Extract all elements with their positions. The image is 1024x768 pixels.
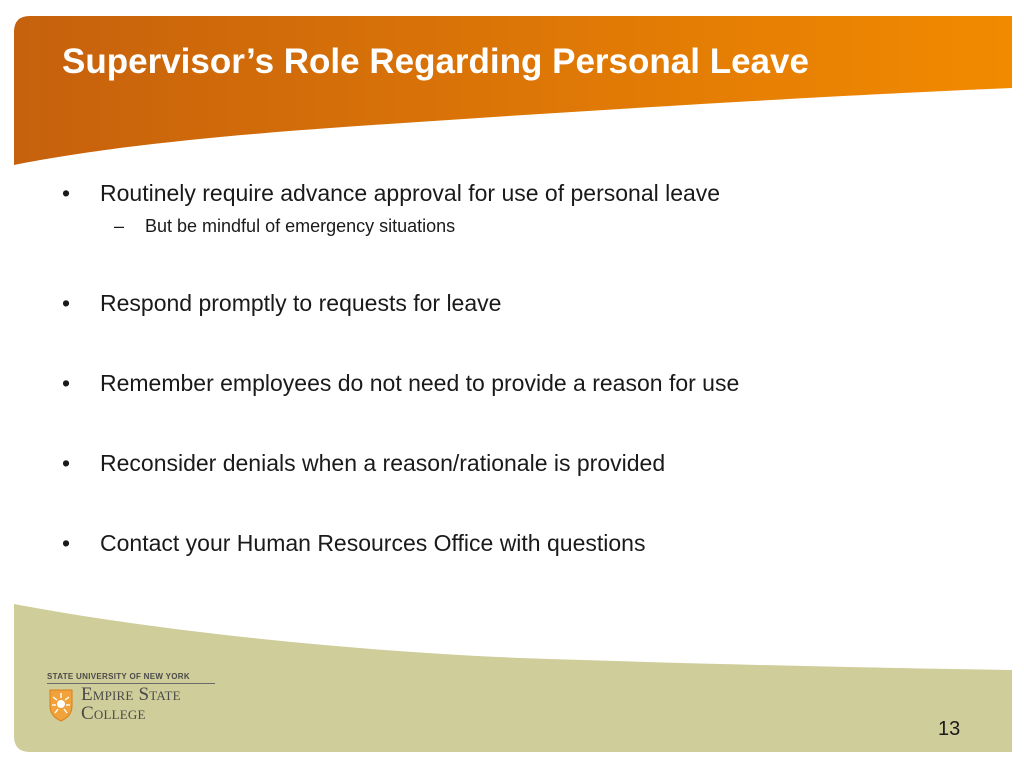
header-band <box>14 16 1012 165</box>
logo-line-college: College <box>81 703 146 724</box>
slide-title: Supervisor’s Role Regarding Personal Leave <box>62 42 809 81</box>
bullet-text: Remember employees do not need to provide a reason for use <box>100 370 740 396</box>
bullet-marker: • <box>62 290 71 316</box>
logo-university-name: STATE UNIVERSITY OF NEW YORK <box>47 672 190 681</box>
bullet-item <box>62 446 962 480</box>
bullet-item <box>62 366 962 400</box>
college-logo <box>47 672 237 726</box>
bullet-item <box>62 286 962 320</box>
bullet-text: Contact your Human Resources Office with questions <box>100 530 646 556</box>
page-number: 13 <box>938 718 961 740</box>
bullet-marker: • <box>62 370 71 396</box>
bullet-item <box>62 176 962 210</box>
bullet-marker: • <box>62 530 71 556</box>
bullet-text: Reconsider denials when a reason/rationale is provided <box>100 450 666 476</box>
logo-line-empire-state: Empire State <box>81 684 181 705</box>
bullet-marker: • <box>62 450 71 476</box>
sub-bullet-text: But be mindful of emergency situations <box>145 216 456 236</box>
bullet-text: Routinely require advance approval for use of personal leave <box>100 180 721 206</box>
bullet-text: Respond promptly to requests for leave <box>100 290 502 316</box>
bullet-item <box>62 526 962 560</box>
sub-bullet-item <box>62 212 962 240</box>
sub-bullet-marker: – <box>114 216 125 236</box>
bullet-marker: • <box>62 180 71 206</box>
bullet-list <box>62 176 962 560</box>
sunburst-shield-icon <box>47 686 75 722</box>
